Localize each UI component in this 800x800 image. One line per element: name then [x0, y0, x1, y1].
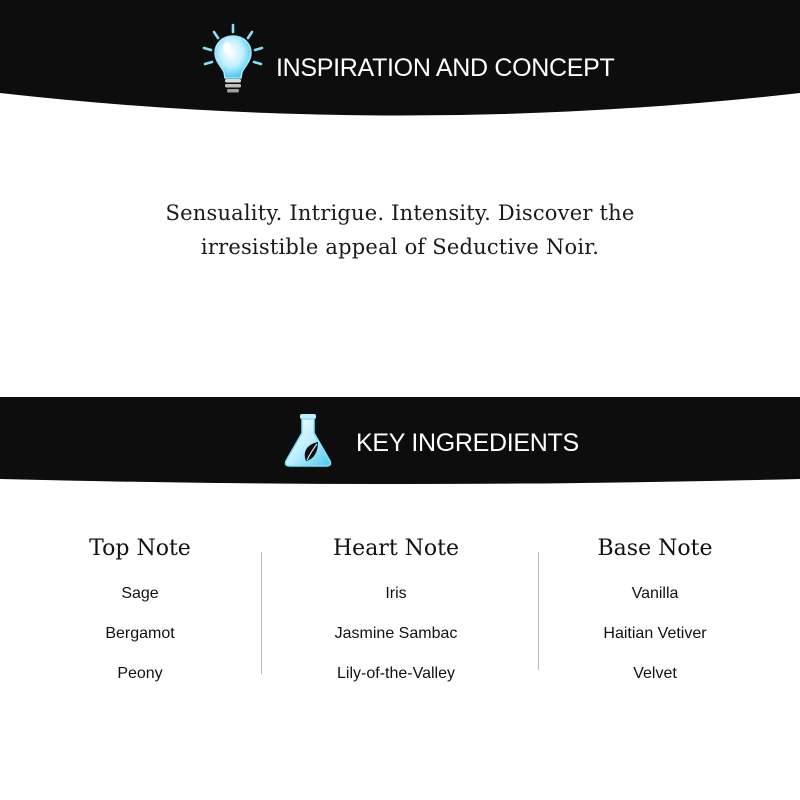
inspiration-section-title: INSPIRATION AND CONCEPT — [276, 54, 615, 82]
ingredients-section-title: KEY INGREDIENTS — [356, 429, 579, 457]
top-note-title: Top Note — [89, 536, 191, 561]
tagline-line-1: Sensuality. Intrigue. Intensity. Discover the — [165, 201, 635, 225]
column-divider — [261, 552, 262, 674]
heart-note-title: Heart Note — [332, 536, 460, 561]
lightbulb-icon — [200, 22, 266, 101]
list-item: Sage — [121, 585, 159, 602]
list-item: Iris — [385, 585, 407, 602]
list-item: Peony — [117, 665, 163, 682]
top-note-column — [25, 532, 255, 694]
list-item: Velvet — [633, 665, 677, 682]
list-item: Bergamot — [105, 625, 175, 642]
heart-note-list — [281, 574, 511, 694]
list-item: Haitian Vetiver — [603, 625, 707, 642]
flask-leaf-icon — [280, 411, 336, 474]
column-divider — [538, 552, 539, 670]
base-note-column — [540, 532, 770, 694]
inspiration-header-band — [0, 0, 800, 130]
heart-note-column — [281, 532, 511, 694]
base-note-title: Base Note — [597, 536, 713, 561]
tagline-line-2: irresistible appeal of Seductive Noir. — [200, 235, 600, 259]
ingredients-header-band — [0, 397, 800, 493]
top-note-list — [25, 574, 255, 694]
base-note-list — [540, 574, 770, 694]
list-item: Jasmine Sambac — [334, 625, 458, 642]
list-item: Vanilla — [631, 585, 679, 602]
list-item: Lily-of-the-Valley — [337, 665, 455, 682]
tagline — [0, 196, 800, 264]
